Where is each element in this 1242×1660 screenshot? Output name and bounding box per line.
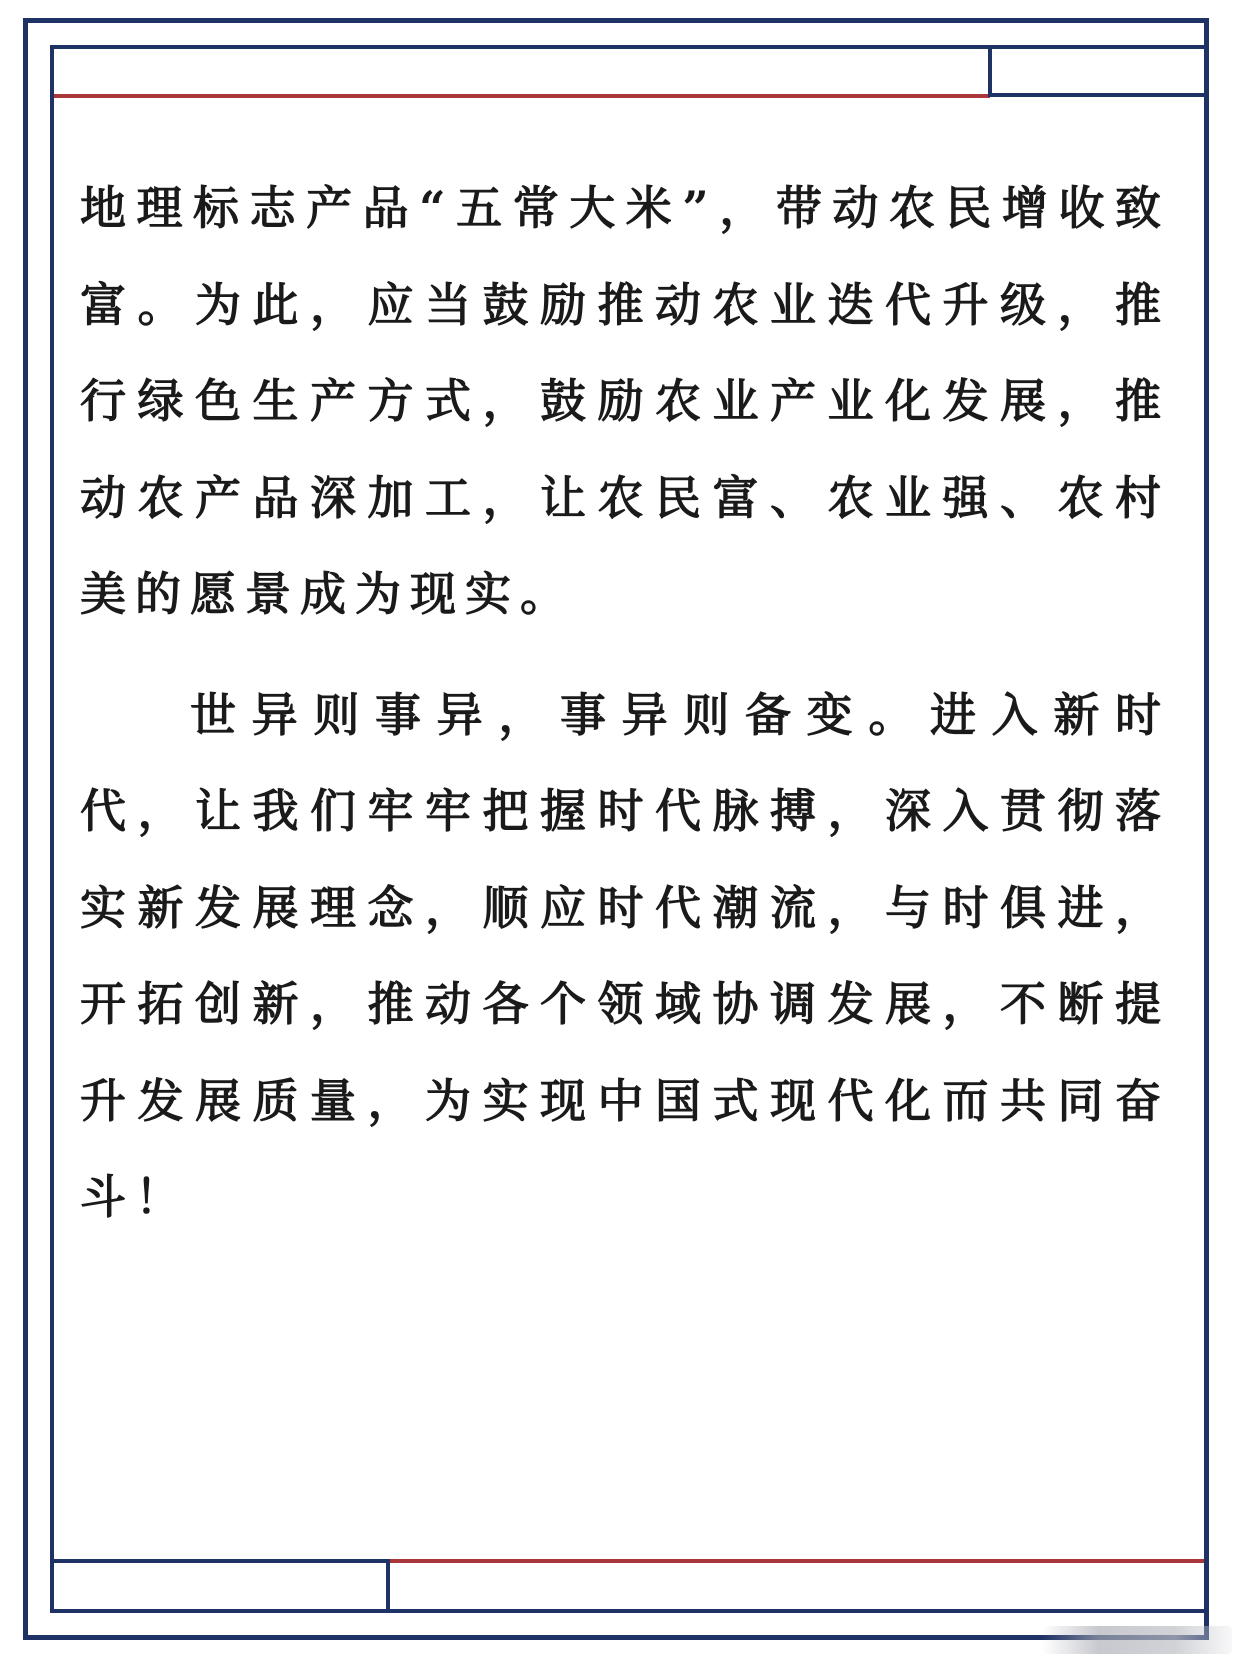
paragraph-2: 世异则事异，事异则备变。进入新时代，让我们牢牢把握时代脉搏，深入贯彻落实新发展理念，顺应时代潮流，与时俱进，开拓创新，推动各个领域协调发展，不断提升发展质量，为实现中国式现代化而共同奋斗！ xyxy=(80,687,1170,1224)
watermark xyxy=(1042,1626,1232,1654)
document-body xyxy=(80,160,1170,1246)
top-accent-line xyxy=(54,94,990,98)
bottom-accent-line xyxy=(388,1559,1204,1563)
paragraph-1: 地理标志产品“五常大米”，带动农民增收致富。为此，应当鼓励推动农业迭代升级，推行绿色生产方式，鼓励农业产业化发展，推动农产品深加工，让农民富、农业强、农村美的愿景成为现实。 xyxy=(80,181,1170,621)
top-corner-box xyxy=(988,45,1208,97)
bottom-corner-box xyxy=(50,1559,390,1613)
